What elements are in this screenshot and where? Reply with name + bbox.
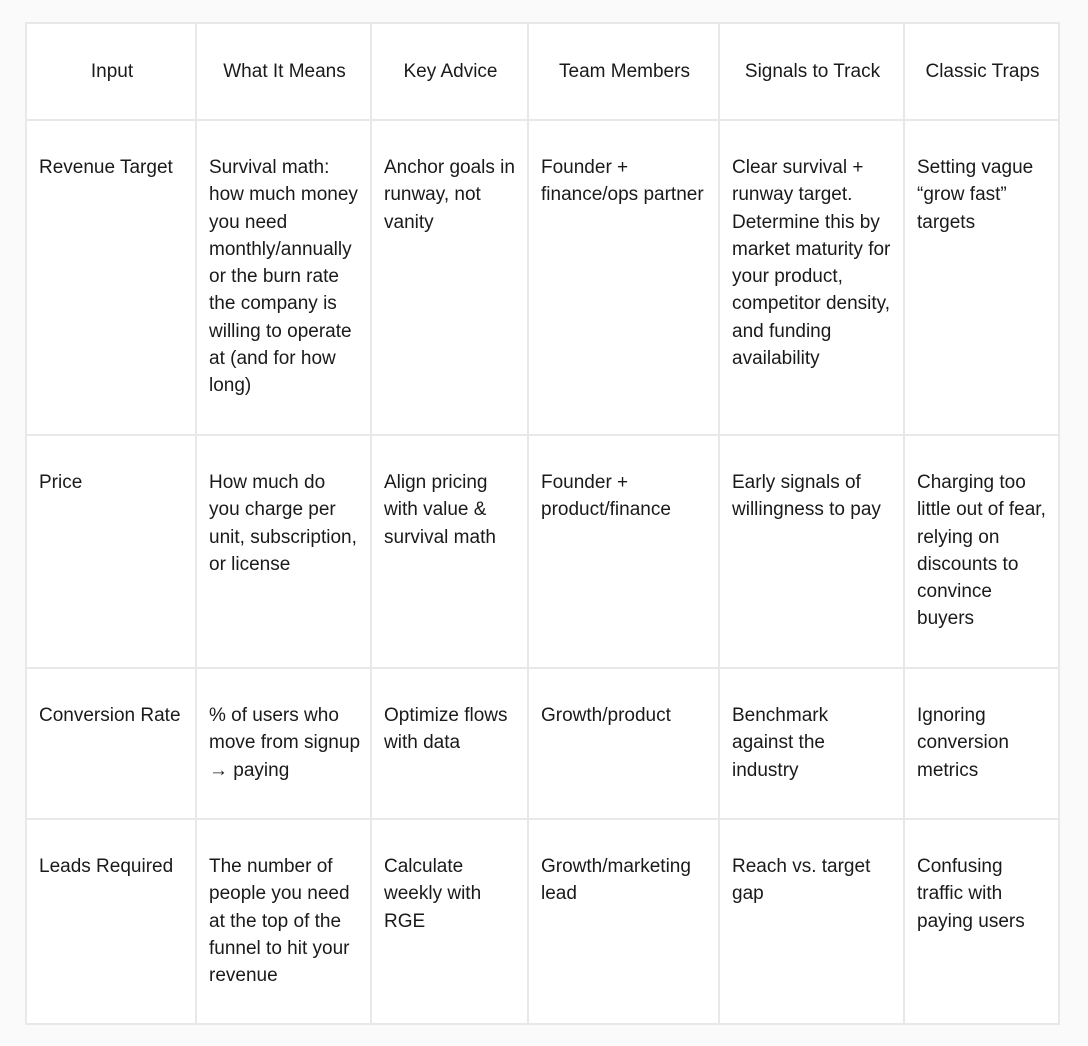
- header-signals-to-track: Signals to Track: [719, 23, 904, 120]
- cell-team-members: Founder + finance/ops partner: [528, 120, 719, 435]
- cell-input: Leads Required: [26, 819, 196, 1024]
- cell-classic-traps: Setting vague “grow fast” targets: [904, 120, 1059, 435]
- cell-input: Revenue Target: [26, 120, 196, 435]
- cell-classic-traps: Ignoring conversion metrics: [904, 668, 1059, 819]
- cell-key-advice: Anchor goals in runway, not vanity: [371, 120, 528, 435]
- table-row: [26, 435, 1059, 668]
- cell-signals-to-track: Early signals of willingness to pay: [719, 435, 904, 668]
- cell-input: Price: [26, 435, 196, 668]
- cell-signals-to-track: Benchmark against the industry: [719, 668, 904, 819]
- cell-key-advice: Align pricing with value & survival math: [371, 435, 528, 668]
- header-key-advice: Key Advice: [371, 23, 528, 120]
- cell-input: Conversion Rate: [26, 668, 196, 819]
- cell-classic-traps: Charging too little out of fear, relying on discounts to convince buyers: [904, 435, 1059, 668]
- cell-team-members: Growth/marketing lead: [528, 819, 719, 1024]
- cell-what-it-means: Survival math: how much money you need monthly/annually or the burn rate the company is willing to operate at (and for how long): [196, 120, 371, 435]
- table-row: [26, 819, 1059, 1024]
- cell-signals-to-track: Reach vs. target gap: [719, 819, 904, 1024]
- cell-team-members: Growth/product: [528, 668, 719, 819]
- header-row: [26, 23, 1059, 120]
- cell-what-it-means: How much do you charge per unit, subscription, or license: [196, 435, 371, 668]
- cell-what-it-means: The number of people you need at the top of the funnel to hit your revenue: [196, 819, 371, 1024]
- cell-classic-traps: Confusing traffic with paying users: [904, 819, 1059, 1024]
- revenue-inputs-table: [25, 22, 1060, 1025]
- header-team-members: Team Members: [528, 23, 719, 120]
- cell-key-advice: Optimize flows with data: [371, 668, 528, 819]
- table-row: [26, 668, 1059, 819]
- header-what-it-means: What It Means: [196, 23, 371, 120]
- cell-what-it-means: % of users who move from signup → paying: [196, 668, 371, 819]
- header-classic-traps: Classic Traps: [904, 23, 1059, 120]
- cell-key-advice: Calculate weekly with RGE: [371, 819, 528, 1024]
- header-input: Input: [26, 23, 196, 120]
- table-row: [26, 120, 1059, 435]
- cell-signals-to-track: Clear survival + runway target. Determine this by market maturity for your product, competitor density, and funding availability: [719, 120, 904, 435]
- cell-team-members: Founder + product/finance: [528, 435, 719, 668]
